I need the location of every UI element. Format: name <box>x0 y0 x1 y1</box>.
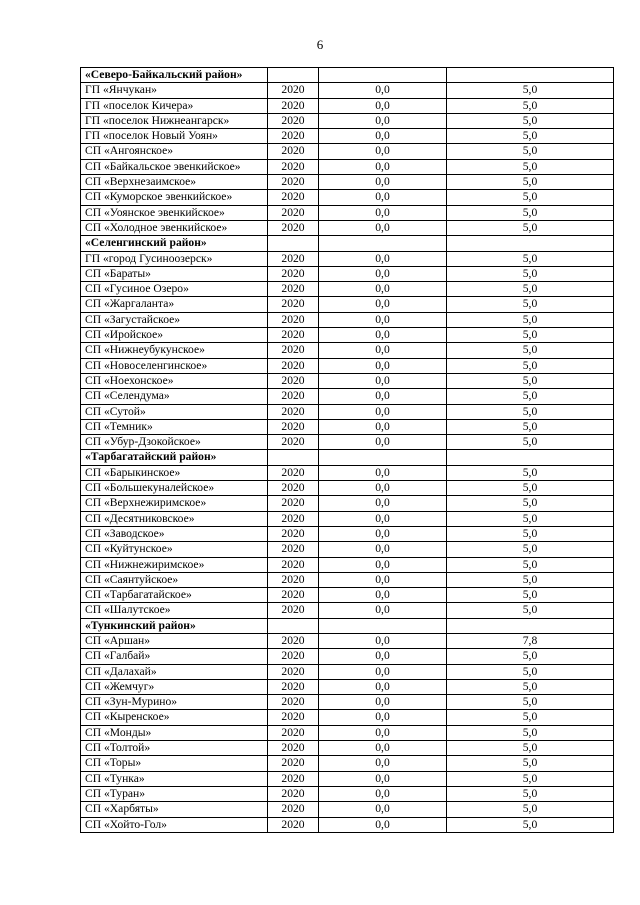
table-row <box>81 404 614 419</box>
year-cell: 2020 <box>268 175 319 190</box>
value-cell: 0,0 <box>319 159 447 174</box>
year-cell: 2020 <box>268 465 319 480</box>
year-cell: 2020 <box>268 526 319 541</box>
year-cell: 2020 <box>268 129 319 144</box>
value-cell: 0,0 <box>319 113 447 128</box>
settlement-name: СП «Торы» <box>81 756 268 771</box>
value-cell: 0,0 <box>319 282 447 297</box>
rate-cell: 5,0 <box>447 343 614 358</box>
year-cell: 2020 <box>268 190 319 205</box>
settlement-name: СП «Гусиное Озеро» <box>81 282 268 297</box>
rate-cell: 5,0 <box>447 786 614 801</box>
settlement-name: СП «Жаргаланта» <box>81 297 268 312</box>
value-cell: 0,0 <box>319 465 447 480</box>
table-row <box>81 282 614 297</box>
rate-cell: 5,0 <box>447 205 614 220</box>
rate-cell: 5,0 <box>447 481 614 496</box>
year-cell: 2020 <box>268 603 319 618</box>
settlement-name: СП «Большекуналейское» <box>81 481 268 496</box>
settlement-name: ГП «город Гусиноозерск» <box>81 251 268 266</box>
table-row <box>81 159 614 174</box>
table-row <box>81 83 614 98</box>
table-row <box>81 129 614 144</box>
table-row <box>81 205 614 220</box>
value-cell: 0,0 <box>319 526 447 541</box>
year-cell: 2020 <box>268 373 319 388</box>
empty-cell <box>447 68 614 83</box>
settlement-name: СП «Уоянское эвенкийское» <box>81 205 268 220</box>
empty-cell <box>319 236 447 251</box>
value-cell: 0,0 <box>319 710 447 725</box>
rate-cell: 5,0 <box>447 83 614 98</box>
rate-cell: 5,0 <box>447 175 614 190</box>
rate-cell: 5,0 <box>447 159 614 174</box>
year-cell: 2020 <box>268 205 319 220</box>
value-cell: 0,0 <box>319 266 447 281</box>
value-cell: 0,0 <box>319 786 447 801</box>
value-cell: 0,0 <box>319 664 447 679</box>
table-row <box>81 664 614 679</box>
settlement-name: СП «Верхнезаимское» <box>81 175 268 190</box>
value-cell: 0,0 <box>319 251 447 266</box>
rate-cell: 5,0 <box>447 419 614 434</box>
year-cell: 2020 <box>268 679 319 694</box>
year-cell: 2020 <box>268 419 319 434</box>
settlement-name: СП «Верхнежиримское» <box>81 496 268 511</box>
value-cell: 0,0 <box>319 756 447 771</box>
table-row <box>81 817 614 832</box>
year-cell: 2020 <box>268 481 319 496</box>
table-row <box>81 741 614 756</box>
table-row <box>81 526 614 541</box>
year-cell: 2020 <box>268 251 319 266</box>
rate-cell: 5,0 <box>447 282 614 297</box>
table-row <box>81 557 614 572</box>
table-row <box>81 649 614 664</box>
settlement-name: СП «Нижнеубукунское» <box>81 343 268 358</box>
rate-cell: 5,0 <box>447 297 614 312</box>
settlement-name: СП «Темник» <box>81 419 268 434</box>
empty-cell <box>268 236 319 251</box>
table-row <box>81 802 614 817</box>
rate-cell: 5,0 <box>447 373 614 388</box>
year-cell: 2020 <box>268 312 319 327</box>
settlement-name: ГП «поселок Кичера» <box>81 98 268 113</box>
settlement-name: СП «Загустайское» <box>81 312 268 327</box>
year-cell: 2020 <box>268 633 319 648</box>
value-cell: 0,0 <box>319 83 447 98</box>
table-row <box>81 343 614 358</box>
value-cell: 0,0 <box>319 435 447 450</box>
settlement-name: СП «Ноехонское» <box>81 373 268 388</box>
settlement-name: СП «Харбяты» <box>81 802 268 817</box>
value-cell: 0,0 <box>319 358 447 373</box>
year-cell: 2020 <box>268 113 319 128</box>
year-cell: 2020 <box>268 817 319 832</box>
district-header-row <box>81 450 614 465</box>
empty-cell <box>268 618 319 633</box>
empty-cell <box>319 68 447 83</box>
value-cell: 0,0 <box>319 343 447 358</box>
rate-cell: 5,0 <box>447 572 614 587</box>
rate-cell: 5,0 <box>447 817 614 832</box>
year-cell: 2020 <box>268 572 319 587</box>
settlement-name: СП «Сутой» <box>81 404 268 419</box>
table-row <box>81 572 614 587</box>
year-cell: 2020 <box>268 98 319 113</box>
rate-cell: 5,0 <box>447 113 614 128</box>
table-row <box>81 786 614 801</box>
rate-cell: 5,0 <box>447 129 614 144</box>
value-cell: 0,0 <box>319 328 447 343</box>
value-cell: 0,0 <box>319 817 447 832</box>
value-cell: 0,0 <box>319 802 447 817</box>
rate-cell: 5,0 <box>447 190 614 205</box>
settlement-name: СП «Селендума» <box>81 389 268 404</box>
table-row <box>81 113 614 128</box>
settlement-name: СП «Новоселенгинское» <box>81 358 268 373</box>
rate-cell: 5,0 <box>447 679 614 694</box>
settlement-name: СП «Туран» <box>81 786 268 801</box>
value-cell: 0,0 <box>319 297 447 312</box>
year-cell: 2020 <box>268 511 319 526</box>
table-row <box>81 756 614 771</box>
settlement-name: СП «Далахай» <box>81 664 268 679</box>
table-row <box>81 251 614 266</box>
table-row <box>81 725 614 740</box>
settlement-name: СП «Нижнежиримское» <box>81 557 268 572</box>
settlement-name: СП «Куморское эвенкийское» <box>81 190 268 205</box>
district-header-row <box>81 68 614 83</box>
table-body <box>81 68 614 833</box>
year-cell: 2020 <box>268 741 319 756</box>
value-cell: 0,0 <box>319 603 447 618</box>
table-row <box>81 328 614 343</box>
table-row <box>81 710 614 725</box>
rate-cell: 5,0 <box>447 695 614 710</box>
rate-cell: 5,0 <box>447 588 614 603</box>
settlement-name: СП «Куйтунское» <box>81 542 268 557</box>
year-cell: 2020 <box>268 542 319 557</box>
value-cell: 0,0 <box>319 649 447 664</box>
rate-cell: 5,0 <box>447 542 614 557</box>
district-title: «Тарбагатайский район» <box>81 450 268 465</box>
year-cell: 2020 <box>268 664 319 679</box>
rate-cell: 5,0 <box>447 771 614 786</box>
value-cell: 0,0 <box>319 190 447 205</box>
rate-cell: 7,8 <box>447 633 614 648</box>
year-cell: 2020 <box>268 328 319 343</box>
empty-cell <box>268 68 319 83</box>
rate-cell: 5,0 <box>447 725 614 740</box>
year-cell: 2020 <box>268 588 319 603</box>
rate-cell: 5,0 <box>447 741 614 756</box>
table-row <box>81 266 614 281</box>
year-cell: 2020 <box>268 144 319 159</box>
table-row <box>81 435 614 450</box>
settlement-name: ГП «поселок Новый Уоян» <box>81 129 268 144</box>
settlement-name: СП «Зун-Мурино» <box>81 695 268 710</box>
table-row <box>81 588 614 603</box>
settlement-name: СП «Барыкинское» <box>81 465 268 480</box>
table-row <box>81 465 614 480</box>
table-row <box>81 175 614 190</box>
value-cell: 0,0 <box>319 389 447 404</box>
table-row <box>81 98 614 113</box>
table-row <box>81 190 614 205</box>
year-cell: 2020 <box>268 786 319 801</box>
rate-cell: 5,0 <box>447 511 614 526</box>
value-cell: 0,0 <box>319 175 447 190</box>
settlement-name: ГП «поселок Нижнеангарск» <box>81 113 268 128</box>
value-cell: 0,0 <box>319 695 447 710</box>
settlement-name: СП «Шалутское» <box>81 603 268 618</box>
year-cell: 2020 <box>268 802 319 817</box>
settlement-name: СП «Тарбагатайское» <box>81 588 268 603</box>
year-cell: 2020 <box>268 389 319 404</box>
rate-cell: 5,0 <box>447 312 614 327</box>
year-cell: 2020 <box>268 496 319 511</box>
rate-cell: 5,0 <box>447 389 614 404</box>
rate-cell: 5,0 <box>447 756 614 771</box>
table-row <box>81 695 614 710</box>
value-cell: 0,0 <box>319 312 447 327</box>
table-row <box>81 542 614 557</box>
table-row <box>81 144 614 159</box>
settlement-name: СП «Холодное эвенкийское» <box>81 220 268 235</box>
table-row <box>81 419 614 434</box>
year-cell: 2020 <box>268 710 319 725</box>
settlement-name: СП «Убур-Дзокойское» <box>81 435 268 450</box>
table-row <box>81 496 614 511</box>
rate-cell: 5,0 <box>447 144 614 159</box>
year-cell: 2020 <box>268 557 319 572</box>
empty-cell <box>319 618 447 633</box>
settlement-name: ГП «Янчукан» <box>81 83 268 98</box>
rate-cell: 5,0 <box>447 328 614 343</box>
year-cell: 2020 <box>268 756 319 771</box>
rate-cell: 5,0 <box>447 710 614 725</box>
table-row <box>81 633 614 648</box>
settlement-name: СП «Иройское» <box>81 328 268 343</box>
settlement-name: СП «Заводское» <box>81 526 268 541</box>
settlement-name: СП «Аршан» <box>81 633 268 648</box>
rate-cell: 5,0 <box>447 603 614 618</box>
table-row <box>81 220 614 235</box>
rate-cell: 5,0 <box>447 465 614 480</box>
year-cell: 2020 <box>268 358 319 373</box>
table-row <box>81 312 614 327</box>
settlement-name: СП «Кыренское» <box>81 710 268 725</box>
value-cell: 0,0 <box>319 481 447 496</box>
table-row <box>81 297 614 312</box>
empty-cell <box>319 450 447 465</box>
value-cell: 0,0 <box>319 404 447 419</box>
table-row <box>81 771 614 786</box>
year-cell: 2020 <box>268 343 319 358</box>
rate-cell: 5,0 <box>447 220 614 235</box>
value-cell: 0,0 <box>319 771 447 786</box>
year-cell: 2020 <box>268 771 319 786</box>
year-cell: 2020 <box>268 404 319 419</box>
district-title: «Тункинский район» <box>81 618 268 633</box>
table-row <box>81 679 614 694</box>
district-title: «Северо-Байкальский район» <box>81 68 268 83</box>
value-cell: 0,0 <box>319 373 447 388</box>
value-cell: 0,0 <box>319 419 447 434</box>
rate-cell: 5,0 <box>447 496 614 511</box>
rate-cell: 5,0 <box>447 664 614 679</box>
settlement-name: СП «Десятниковское» <box>81 511 268 526</box>
rate-cell: 5,0 <box>447 435 614 450</box>
settlements-table <box>80 67 614 833</box>
table-row <box>81 603 614 618</box>
value-cell: 0,0 <box>319 725 447 740</box>
rate-cell: 5,0 <box>447 649 614 664</box>
year-cell: 2020 <box>268 435 319 450</box>
empty-cell <box>447 450 614 465</box>
table-row <box>81 389 614 404</box>
table-row <box>81 511 614 526</box>
settlement-name: СП «Жемчуг» <box>81 679 268 694</box>
year-cell: 2020 <box>268 649 319 664</box>
rate-cell: 5,0 <box>447 526 614 541</box>
value-cell: 0,0 <box>319 679 447 694</box>
value-cell: 0,0 <box>319 542 447 557</box>
year-cell: 2020 <box>268 220 319 235</box>
district-header-row <box>81 618 614 633</box>
rate-cell: 5,0 <box>447 802 614 817</box>
district-title: «Селенгинский район» <box>81 236 268 251</box>
value-cell: 0,0 <box>319 205 447 220</box>
value-cell: 0,0 <box>319 98 447 113</box>
rate-cell: 5,0 <box>447 266 614 281</box>
settlement-name: СП «Тунка» <box>81 771 268 786</box>
year-cell: 2020 <box>268 282 319 297</box>
rate-cell: 5,0 <box>447 98 614 113</box>
settlement-name: СП «Монды» <box>81 725 268 740</box>
rate-cell: 5,0 <box>447 557 614 572</box>
table-row <box>81 358 614 373</box>
year-cell: 2020 <box>268 725 319 740</box>
year-cell: 2020 <box>268 159 319 174</box>
year-cell: 2020 <box>268 266 319 281</box>
settlement-name: СП «Ангоянское» <box>81 144 268 159</box>
value-cell: 0,0 <box>319 588 447 603</box>
value-cell: 0,0 <box>319 633 447 648</box>
value-cell: 0,0 <box>319 557 447 572</box>
year-cell: 2020 <box>268 695 319 710</box>
value-cell: 0,0 <box>319 511 447 526</box>
settlement-name: СП «Байкальское эвенкийское» <box>81 159 268 174</box>
rate-cell: 5,0 <box>447 251 614 266</box>
empty-cell <box>447 236 614 251</box>
value-cell: 0,0 <box>319 144 447 159</box>
rate-cell: 5,0 <box>447 358 614 373</box>
value-cell: 0,0 <box>319 741 447 756</box>
year-cell: 2020 <box>268 83 319 98</box>
settlement-name: СП «Галбай» <box>81 649 268 664</box>
settlement-name: СП «Саянтуйское» <box>81 572 268 587</box>
settlement-name: СП «Толтой» <box>81 741 268 756</box>
page-number: 6 <box>316 37 324 52</box>
value-cell: 0,0 <box>319 496 447 511</box>
settlement-name: СП «Бараты» <box>81 266 268 281</box>
value-cell: 0,0 <box>319 129 447 144</box>
empty-cell <box>447 618 614 633</box>
table-row <box>81 373 614 388</box>
value-cell: 0,0 <box>319 572 447 587</box>
district-header-row <box>81 236 614 251</box>
table-row <box>81 481 614 496</box>
year-cell: 2020 <box>268 297 319 312</box>
value-cell: 0,0 <box>319 220 447 235</box>
rate-cell: 5,0 <box>447 404 614 419</box>
empty-cell <box>268 450 319 465</box>
settlement-name: СП «Хойто-Гол» <box>81 817 268 832</box>
